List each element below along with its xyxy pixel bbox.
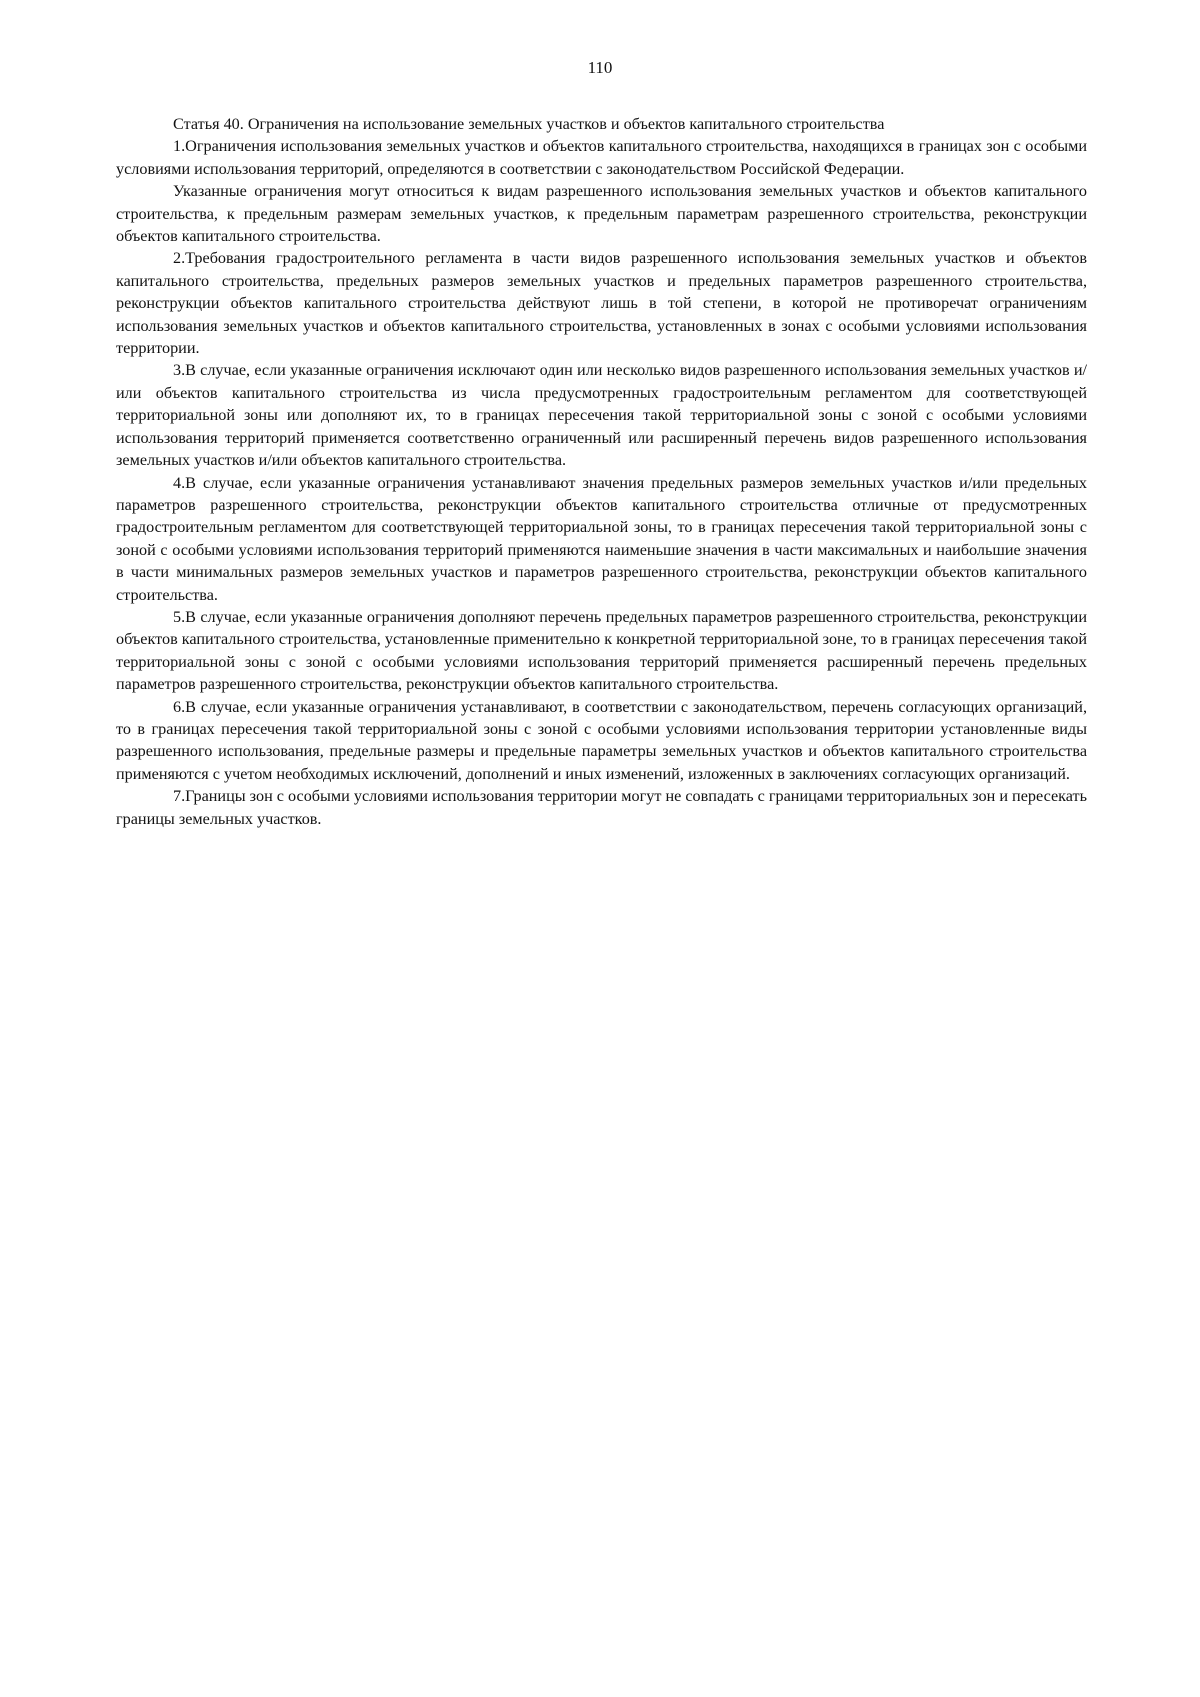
page-number: 110 [587, 58, 613, 77]
article-body [116, 113, 1087, 830]
article-paragraph-4: 4.В случае, если указанные ограничения устанавливают значения предельных размеров земельных участков и/или предельных параметров разрешенного строительства, реконструкции объектов капитального строительства отличные от предусмотренных градостроительным регламентом для соответствующей территориальной зоны, то в границах пересечения такой территориальной зоны с зоной с особыми условиями использования территорий применяются наименьшие значения в части максимальных и наибольшие значения в части минимальных размеров земельных участков и параметров разрешенного строительства, реконструкции объектов капитального строительства. [116, 473, 1087, 604]
article-paragraph-5: 5.В случае, если указанные ограничения дополняют перечень предельных параметров разрешенного строительства, реконструкции объектов капитального строительства, установленные применительно к конкретной территориальной зоне, то в границах пересечения такой территориальной зоны с зоной с особыми условиями использования территорий применяется расширенный перечень предельных параметров разрешенного строительства, реконструкции объектов капитального строительства. [116, 607, 1088, 694]
article-paragraph-1: 1.Ограничения использования земельных участков и объектов капитального строительства, находящихся в границах зон с особыми условиями использования территорий, определяются в соответствии с законодательством Российской Федерации. [116, 137, 1087, 178]
article-paragraph-6: 6.В случае, если указанные ограничения устанавливают, в соответствии с законодательством, перечень согласующих организаций, то в границах пересечения такой территориальной зоны с зоной с особыми условиями использования территории установленные виды разрешенного использования, предельные размеры и предельные параметры земельных участков и объектов капитального строительства применяются с учетом необходимых исключений, дополнений и иных изменений, изложенных в заключениях согласующих организаций. [116, 697, 1087, 783]
article-paragraph-7: 7.Границы зон с особыми условиями использования территории могут не совпадать с границами территориальных зон и пересекать границы земельных участков. [116, 787, 1087, 828]
article-paragraph-3: 3.В случае, если указанные ограничения исключают один или несколько видов разрешенного использования земельных участков и/или объектов капитального строительства из числа предусмотренных градостроительным регламентом для соответствующей территориальной зоны или дополняют их, то в границах пересечения такой территориальной зоны с зоной с особыми условиями использования территорий применяется соответственно ограниченный или расширенный перечень видов разрешенного использования земельных участков и/или объектов капитального строительства. [116, 361, 1087, 470]
article-paragraph-1-note: Указанные ограничения могут относиться к видам разрешенного использования земельных участков и объектов капитального строительства, к предельным размерам земельных участков, к предельным параметрам разрешенного строительства, реконструкции объектов капитального строительства. [116, 182, 1087, 246]
article-paragraph-2: 2.Требования градостроительного регламента в части видов разрешенного использования земельных участков и объектов капитального строительства, предельных размеров земельных участков и предельных параметров разрешенного строительства, реконструкции объектов капитального строительства действуют лишь в той степени, в которой не противоречат ограничениям использования земельных участков и объектов капитального строительства, установленных в зонах с особыми условиями использования территории. [116, 249, 1087, 358]
article-title: Статья 40. Ограничения на использование земельных участков и объектов капитального строительства [173, 115, 885, 133]
